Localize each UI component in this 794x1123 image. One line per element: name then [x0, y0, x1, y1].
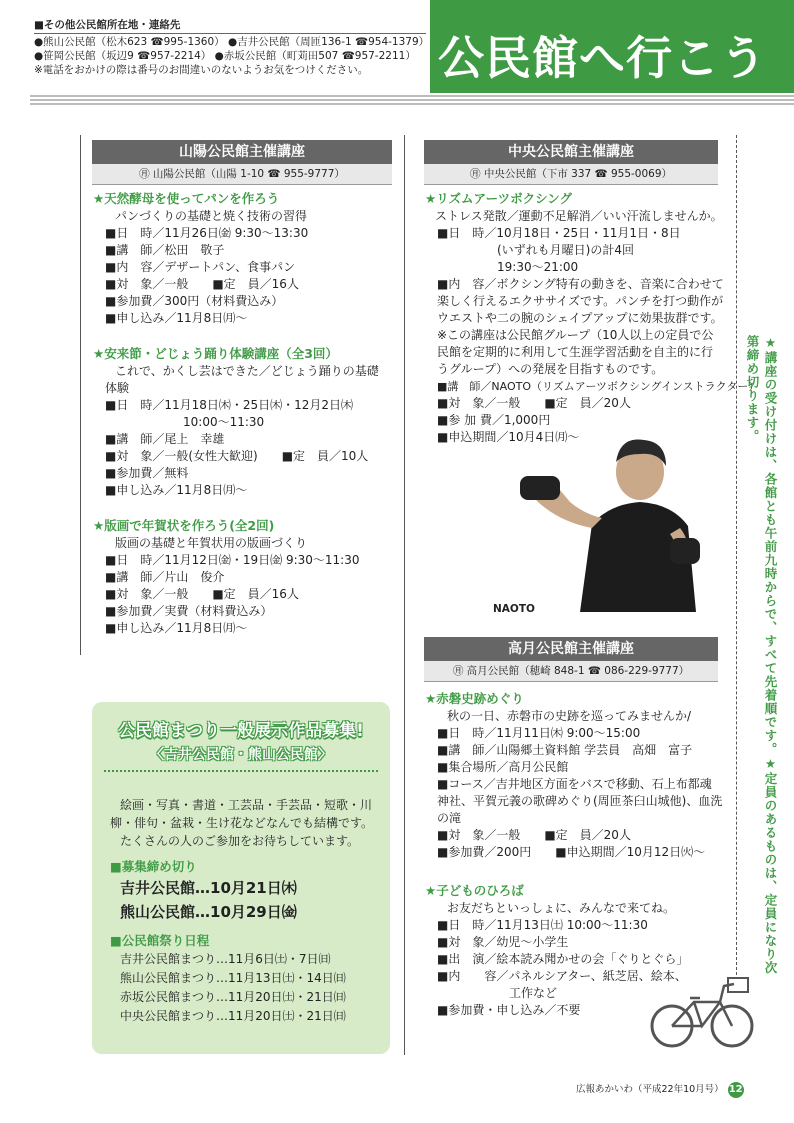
course-content: ■内 容／ボクシング特有の動きを、音楽に合わせて楽しく行えるエクササイズです。パンチを打つ動作がウエストや二の腕のシェイプアップに効果抜群です。: [437, 277, 724, 325]
page-number: 12: [728, 1082, 744, 1098]
course-route: ■コース／吉井地区方面をバスで移動、石上布都魂神社、平賀元義の歌碑めぐり(周匝茶臼山城他)、血洗の滝: [437, 777, 723, 825]
schedule-heading: ■公民館祭り日程: [110, 933, 210, 948]
left-column-rule: [80, 135, 81, 655]
course-line: ■日 時／11月11日㈭ 9:00～15:00: [437, 726, 641, 740]
contacts-line: ●熊山公民館（松木623 ☎995-1360） ●吉井公民館（周匝136-1 ☎954-1379）: [34, 36, 430, 48]
festival-divider: [104, 770, 378, 772]
schedule-item: 熊山公民館まつり…11月13日㈯・14日㈰: [120, 971, 346, 985]
course-line: ■内 容／デザートパン、食事パン: [105, 260, 296, 274]
chuo-info: ㊊ 中央公民館（下市 337 ☎ 955-0069）: [424, 164, 718, 185]
footer: [576, 1081, 744, 1098]
takatsuki-header: 高月公民館主催講座: [424, 637, 718, 661]
course-line: 工作など: [509, 986, 558, 1000]
page-title: 公民館へ行こう: [438, 31, 767, 85]
instructor-photo: [520, 432, 720, 612]
course-line: ■参加費／無料: [105, 466, 189, 480]
course-line: ■対 象／幼児～小学生: [437, 935, 569, 949]
course-line: ■対 象／一般 ■定 員／20人: [437, 828, 631, 842]
chuo-course: [425, 190, 760, 446]
course-line: ■講 師／NAOTO（リズムアーツボクシングインストラクター）: [437, 380, 760, 393]
chuo-header: 中央公民館主催講座: [424, 140, 718, 164]
course-line: ■申し込み／11月8日㈪～: [105, 483, 248, 497]
festival-text: 絵画・写真・書道・工芸品・手芸品・短歌・川柳・俳句・盆栽・生け花などなんでも結構です。: [110, 798, 374, 830]
sanyo-course-bread: [93, 190, 393, 327]
course-line: ■講 師／尾上 幸雄: [105, 432, 225, 446]
deadline-item: 熊山公民館…10月29日㈮: [120, 903, 297, 921]
sanyo-course-dojo: [93, 345, 383, 499]
course-line: ■集合場所／高月公民館: [437, 760, 569, 774]
course-title: ★天然酵母を使ってパンを作ろう: [93, 191, 280, 206]
course-line: ■出 演／絵本読み聞かせの会「ぐりとぐら」: [437, 952, 689, 966]
course-line: ■日 時／10月18日・25日・11月1日・8日: [437, 226, 681, 240]
festival-text: たくさんの人のご参加をお待ちしています。: [120, 834, 360, 848]
schedule-item: 吉井公民館まつり…11月6日㈯・7日㈰: [120, 952, 331, 966]
deadline-item: 吉井公民館…10月21日㈭: [120, 879, 297, 897]
contacts-line: ●笹岡公民館（坂辺9 ☎957-2214） ●赤坂公民館（町苅田507 ☎957-2211）: [34, 50, 416, 62]
course-desc: ストレス発散／運動不足解消／いい汗流しませんか。: [435, 209, 723, 223]
course-line: ■講 師／山陽郷土資料館 学芸員 高畑 富子: [437, 743, 693, 757]
course-line: ■参加費・申し込み／不要: [437, 1003, 581, 1017]
course-line: ■参加費／300円（材料費込み）: [105, 294, 284, 308]
sanyo-header: 山陽公民館主催講座: [92, 140, 392, 164]
course-line: ■参加費／200円 ■申込期間／10月12日㈫～: [437, 845, 706, 859]
course-line: 10:00～11:30: [183, 415, 265, 429]
course-line: ■対 象／一般 ■定 員／16人: [105, 587, 299, 601]
contacts-heading: ■その他公民館所在地・連絡先: [34, 19, 181, 31]
side-notice: [736, 135, 778, 975]
sanyo-info: ㊊ 山陽公民館（山陽 1-10 ☎ 955-9777）: [92, 164, 392, 185]
takatsuki-course-history: [425, 690, 725, 861]
course-line: ■参加費／実費（材料費込み）: [105, 604, 273, 618]
course-line: ■申し込み／11月8日㈪～: [105, 621, 248, 635]
schedule-item: 中央公民館まつり…11月20日㈯・21日㈰: [120, 1009, 346, 1023]
course-title: ★赤磐史跡めぐり: [425, 691, 524, 706]
course-line: ■講 師／松田 敬子: [105, 243, 225, 257]
course-line: ■講 師／片山 俊介: [105, 570, 225, 584]
course-line: ■申し込み／11月8日㈪～: [105, 311, 248, 325]
festival-body: [110, 796, 380, 1026]
course-line: ■日 時／11月18日㈭・25日㈭・12月2日㈭: [105, 398, 354, 412]
course-line: ■日 時／11月26日㈮ 9:30～13:30: [105, 226, 309, 240]
festival-subtitle: 〈吉井公民館・熊山公民館〉: [150, 747, 332, 763]
course-line: ■日 時／11月12日㈮・19日㈮ 9:30～11:30: [105, 553, 360, 567]
festival-box: [92, 702, 390, 1054]
course-line: ■参 加 費／1,000円: [437, 413, 551, 427]
schedule-item: 赤坂公民館まつり…11月20日㈯・21日㈰: [120, 990, 346, 1004]
course-line: ■対 象／一般 ■定 員／16人: [105, 277, 299, 291]
course-title: ★版画で年賀状を作ろう(全2回): [93, 518, 275, 533]
course-desc: パンづくりの基礎と焼く技術の習得: [115, 209, 308, 223]
bicycle-icon: [650, 972, 754, 1050]
deadline-heading: ■募集締め切り: [110, 859, 197, 874]
sanyo-course-hanga: [93, 517, 393, 637]
course-title: ★リズムアーツボクシング: [425, 191, 573, 206]
course-desc: 秋の一日、赤磐市の史跡を巡ってみませんか/: [447, 709, 692, 723]
course-line: (いずれも月曜日)の計4回: [497, 243, 634, 257]
header-stripes: [30, 95, 794, 107]
course-line: ■申込期間／10月4日㈪～: [437, 430, 580, 444]
course-desc: 版画の基礎と年賀状用の版画づくり: [115, 536, 308, 550]
takatsuki-info: ㊊ 高月公民館（穂崎 848-1 ☎ 086-229-9777）: [424, 661, 718, 682]
course-desc: これで、かくし芸はできた／どじょう踊りの基礎体験: [105, 364, 379, 395]
contacts-line: ※電話をおかけの際は番号のお間違いのないようお気をつけください。: [34, 64, 369, 76]
course-line: ■内 容／パネルシアター、紙芝居、絵本、: [437, 969, 687, 983]
footer-text: 広報あかいわ（平成22年10月号）: [576, 1084, 724, 1095]
course-note: ※この講座は公民館グループ（10人以上の定員で公民館を定期的に利用して生涯学習活動を自主的に行うグループ）への発展を目指すものです。: [437, 328, 714, 376]
side-notice-text: ★講座の受け付けは、各館とも午前九時からで、すべて先着順です。★定員のあるものは、定員になり次第締め切ります。: [745, 335, 778, 975]
course-line: 19:30～21:00: [497, 260, 579, 274]
course-line: ■日 時／11月13日㈯ 10:00～11:30: [437, 918, 648, 932]
course-line: ■対 象／一般(女性大歓迎) ■定 員／10人: [105, 449, 369, 463]
course-title: ★子どものひろば: [425, 883, 524, 898]
center-column-rule: [404, 135, 405, 1055]
course-line: ■対 象／一般 ■定 員／20人: [437, 396, 631, 410]
course-desc: お友だちといっしょに、みんなで来てね。: [447, 901, 676, 915]
photo-caption: NAOTO: [493, 603, 535, 615]
header: [0, 0, 794, 110]
contacts-rule: [34, 33, 426, 34]
course-title: ★安来節・どじょう踊り体験講座（全3回）: [93, 346, 338, 361]
contacts: [34, 18, 429, 77]
festival-title: 公民館まつり一般展示作品募集!: [118, 721, 364, 741]
